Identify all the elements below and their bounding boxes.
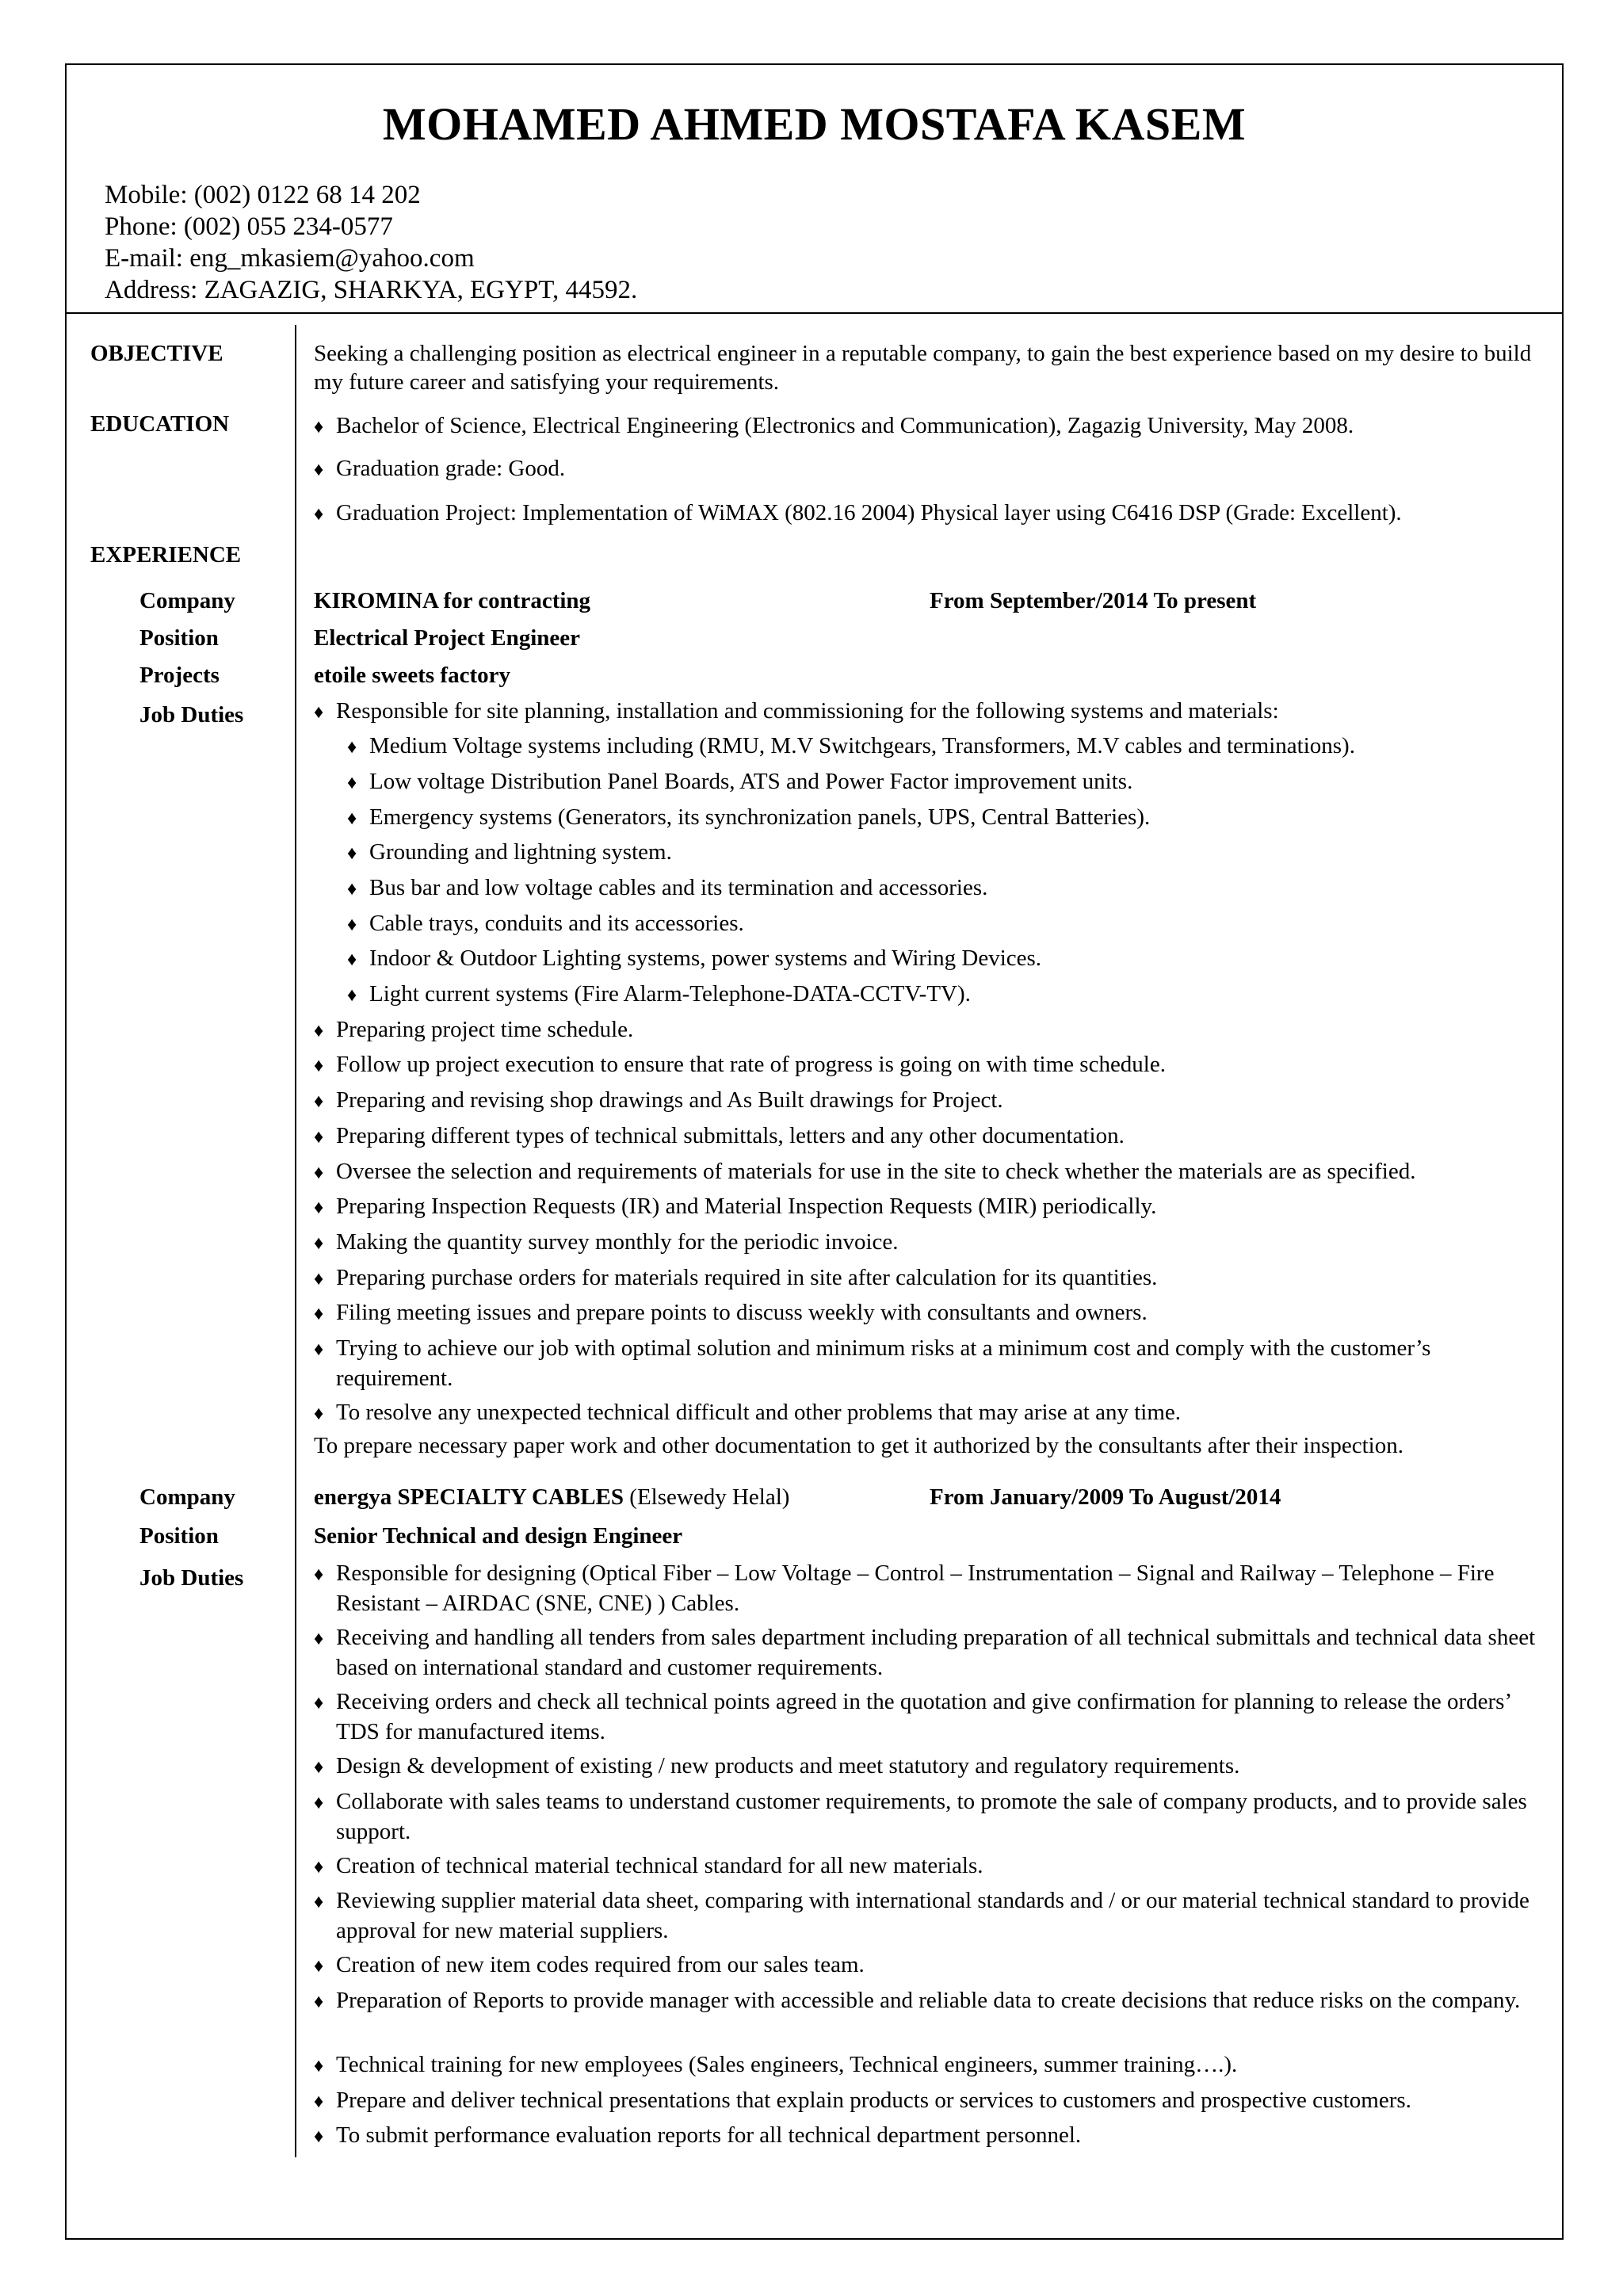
education-item: ♦ Graduation grade: Good. bbox=[314, 454, 1550, 484]
job2-position: Senior Technical and design Engineer bbox=[314, 1523, 683, 1549]
diamond-bullet-icon: ♦ bbox=[314, 1757, 324, 1778]
company-label: Company bbox=[139, 1484, 235, 1510]
system-item: ♦ Emergency systems (Generators, its synchronization panels, UPS, Central Batteries). bbox=[347, 803, 1544, 833]
diamond-bullet-icon: ♦ bbox=[347, 773, 357, 793]
job2-company: energya SPECIALTY CABLES (Elsewedy Helal) bbox=[314, 1484, 790, 1510]
education-item: ♦ Bachelor of Science, Electrical Engineering (Electronics and Communication), Zagazig University, May 2008. bbox=[314, 411, 1550, 441]
diamond-bullet-icon: ♦ bbox=[314, 1127, 324, 1148]
education-item: ♦ Graduation Project: Implementation of WiMAX (802.16 2004) Physical layer using C6416 DSP (Grade: Excellent). bbox=[314, 499, 1550, 529]
projects-label: Projects bbox=[139, 663, 220, 688]
diamond-bullet-icon: ♦ bbox=[314, 1021, 324, 1041]
job1-period: From September/2014 To present bbox=[930, 588, 1257, 613]
job-duties-label: Job Duties bbox=[139, 1565, 244, 1591]
system-item: ♦ Bus bar and low voltage cables and its termination and accessories. bbox=[347, 873, 1544, 904]
diamond-bullet-icon: ♦ bbox=[314, 1857, 324, 1878]
diamond-bullet-icon: ♦ bbox=[347, 808, 357, 829]
column-divider bbox=[295, 325, 296, 2157]
duty-item: ♦ Design & development of existing / new products and meet statutory and regulatory requirements. bbox=[314, 1752, 1550, 1782]
experience-heading: EXPERIENCE bbox=[90, 542, 242, 567]
duty-item: ♦ Preparing project time schedule. bbox=[314, 1015, 1550, 1045]
diamond-bullet-icon: ♦ bbox=[314, 1233, 324, 1254]
diamond-bullet-icon: ♦ bbox=[314, 1892, 324, 1912]
email-address: E-mail: eng_mkasiem@yahoo.com bbox=[105, 244, 475, 273]
system-item: ♦ Cable trays, conduits and its accessories. bbox=[347, 909, 1544, 939]
duty-item: ♦ Preparing and revising shop drawings and As Built drawings for Project. bbox=[314, 1086, 1550, 1116]
duty-item: ♦ To submit performance evaluation reports for all technical department personnel. bbox=[314, 2121, 1550, 2151]
diamond-bullet-icon: ♦ bbox=[314, 1269, 324, 1289]
diamond-bullet-icon: ♦ bbox=[314, 702, 324, 723]
position-label: Position bbox=[139, 625, 219, 651]
duty-item: ♦ Creation of new item codes required from our sales team. bbox=[314, 1950, 1550, 1981]
job1-company: KIROMINA for contracting bbox=[314, 588, 591, 613]
diamond-bullet-icon: ♦ bbox=[314, 1198, 324, 1218]
system-item: ♦ Low voltage Distribution Panel Boards, ATS and Power Factor improvement units. bbox=[347, 767, 1544, 797]
diamond-bullet-icon: ♦ bbox=[314, 460, 324, 480]
diamond-bullet-icon: ♦ bbox=[347, 737, 357, 758]
duty-item: ♦ Preparation of Reports to provide manager with accessible and reliable data to create decisions that reduce risks on the company. bbox=[314, 1986, 1550, 2016]
diamond-bullet-icon: ♦ bbox=[314, 1693, 324, 1713]
company-label: Company bbox=[139, 588, 235, 613]
diamond-bullet-icon: ♦ bbox=[314, 1956, 324, 1977]
education-heading: EDUCATION bbox=[90, 411, 230, 437]
diamond-bullet-icon: ♦ bbox=[314, 1629, 324, 1649]
diamond-bullet-icon: ♦ bbox=[314, 1091, 324, 1112]
system-item: ♦ Light current systems (Fire Alarm-Telephone-DATA-CCTV-TV). bbox=[347, 980, 1544, 1010]
position-label: Position bbox=[139, 1523, 219, 1549]
duty-item: ♦ Reviewing supplier material data sheet, comparing with international standards and / or our material technical standard to provide approval for new material suppliers. bbox=[314, 1888, 1529, 1943]
diamond-bullet-icon: ♦ bbox=[314, 1339, 324, 1360]
duty-item: ♦ Collaborate with sales teams to understand customer requirements, to promote the sale of company products, and to provide sales support. bbox=[314, 1789, 1527, 1844]
mobile-number: Mobile: (002) 0122 68 14 202 bbox=[105, 181, 421, 209]
diamond-bullet-icon: ♦ bbox=[347, 879, 357, 900]
diamond-bullet-icon: ♦ bbox=[314, 504, 324, 525]
duty-item: ♦ Receiving and handling all tenders from sales department including preparation of all technical submittals and technical data sheet based on international standard and customer requirements. bbox=[314, 1625, 1536, 1680]
diamond-bullet-icon: ♦ bbox=[314, 2092, 324, 2112]
diamond-bullet-icon: ♦ bbox=[314, 1056, 324, 1076]
duty-item: ♦ Follow up project execution to ensure that rate of progress is going on with time schedule. bbox=[314, 1050, 1550, 1080]
duty-item: ♦ Trying to achieve our job with optimal solution and minimum risks at a minimum cost and comply with the customer’s requirement. bbox=[314, 1335, 1431, 1391]
duty-item: ♦ Receiving orders and check all technical points agreed in the quotation and give confirmation for planning to release the orders’ TDS for manufactured items. bbox=[314, 1689, 1510, 1744]
system-item: ♦ Medium Voltage systems including (RMU, M.V Switchgears, Transformers, M.V cables and terminations). bbox=[347, 732, 1544, 762]
diamond-bullet-icon: ♦ bbox=[347, 985, 357, 1006]
diamond-bullet-icon: ♦ bbox=[314, 1404, 324, 1424]
job1-projects: etoile sweets factory bbox=[314, 663, 510, 688]
candidate-name: MOHAMED AHMED MOSTAFA KASEM bbox=[382, 98, 1247, 150]
diamond-bullet-icon: ♦ bbox=[347, 915, 357, 935]
diamond-bullet-icon: ♦ bbox=[314, 417, 324, 437]
postal-address: Address: ZAGAZIG, SHARKYA, EGYPT, 44592. bbox=[105, 276, 638, 304]
diamond-bullet-icon: ♦ bbox=[314, 1304, 324, 1324]
duty-item: ♦ Prepare and deliver technical presentations that explain products or services to customers and prospective customers. bbox=[314, 2086, 1550, 2116]
duty-item: ♦ Responsible for designing (Optical Fiber – Low Voltage – Control – Instrumentation – Signal and Railway – Telephone – Fire Resistant – AIRDAC (SNE, CNE) ) Cables. bbox=[314, 1561, 1495, 1616]
objective-text: Seeking a challenging position as electrical engineer in a reputable company, to gain the best experience based on my desire to build my future career and satisfying your requirements. bbox=[314, 341, 1532, 395]
duty-item: ♦ Making the quantity survey monthly for the periodic invoice. bbox=[314, 1228, 1550, 1258]
header-divider bbox=[65, 312, 1564, 314]
duty-item: ♦ Creation of technical material technical standard for all new materials. bbox=[314, 1851, 1550, 1881]
job-duties-label: Job Duties bbox=[139, 702, 244, 728]
objective-heading: OBJECTIVE bbox=[90, 341, 223, 366]
duty-item: ♦ Technical training for new employees (Sales engineers, Technical engineers, summer training….). bbox=[314, 2050, 1550, 2080]
diamond-bullet-icon: ♦ bbox=[347, 843, 357, 864]
diamond-bullet-icon: ♦ bbox=[314, 1992, 324, 2012]
duty-item: ♦ Preparing different types of technical submittals, letters and any other documentation. bbox=[314, 1121, 1550, 1152]
duty-item: ♦ Oversee the selection and requirements of materials for use in the site to check whether the materials are as specified. bbox=[314, 1157, 1550, 1187]
system-item: ♦ Indoor & Outdoor Lighting systems, power systems and Wiring Devices. bbox=[347, 944, 1544, 974]
job2-period: From January/2009 To August/2014 bbox=[930, 1484, 1281, 1510]
diamond-bullet-icon: ♦ bbox=[314, 2056, 324, 2076]
diamond-bullet-icon: ♦ bbox=[314, 1163, 324, 1183]
duty-item: ♦ Responsible for site planning, installation and commissioning for the following systems and materials: bbox=[314, 697, 1550, 727]
duty-item: ♦ To resolve any unexpected technical difficult and other problems that may arise at any time. bbox=[314, 1398, 1550, 1428]
phone-number: Phone: (002) 055 234-0577 bbox=[105, 212, 393, 241]
diamond-bullet-icon: ♦ bbox=[314, 2126, 324, 2147]
diamond-bullet-icon: ♦ bbox=[314, 1793, 324, 1813]
job1-position: Electrical Project Engineer bbox=[314, 625, 581, 651]
diamond-bullet-icon: ♦ bbox=[347, 949, 357, 970]
job1-closing: To prepare necessary paper work and other documentation to get it authorized by the consultants after their inspection. bbox=[314, 1433, 1403, 1458]
duty-item: ♦ Preparing Inspection Requests (IR) and Material Inspection Requests (MIR) periodically. bbox=[314, 1192, 1550, 1222]
diamond-bullet-icon: ♦ bbox=[314, 1564, 324, 1585]
duty-item: ♦ Filing meeting issues and prepare points to discuss weekly with consultants and owners. bbox=[314, 1298, 1550, 1328]
duty-item: ♦ Preparing purchase orders for materials required in site after calculation for its quantities. bbox=[314, 1263, 1550, 1293]
system-item: ♦ Grounding and lightning system. bbox=[347, 838, 1544, 868]
